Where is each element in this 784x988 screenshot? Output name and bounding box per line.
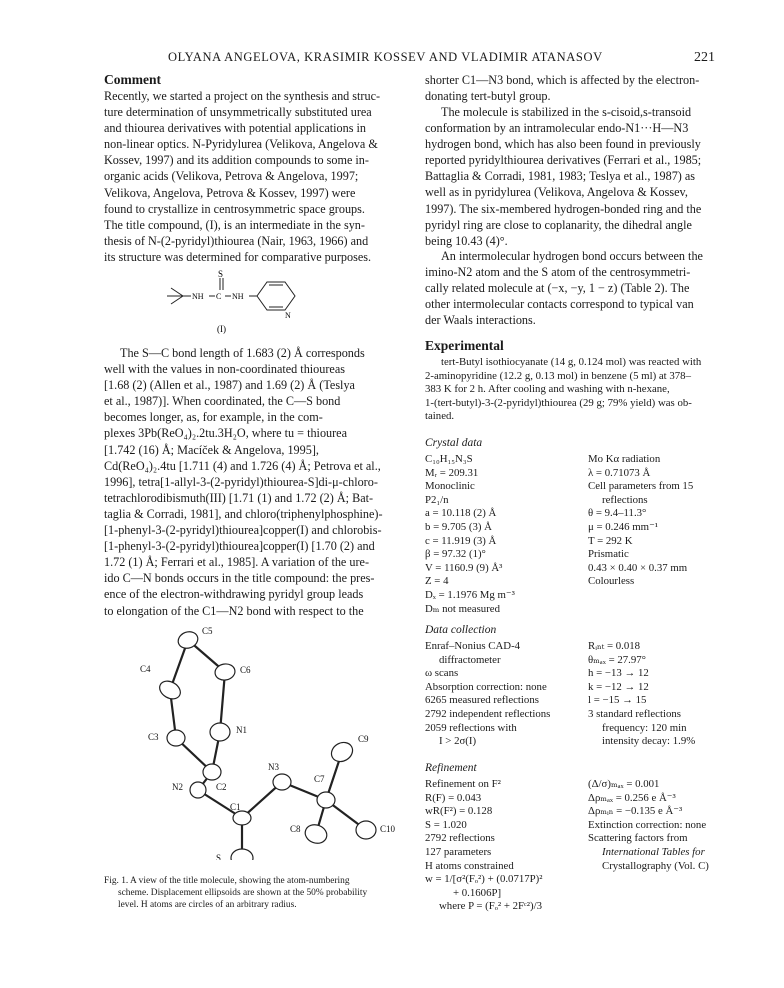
text-line: Battaglia & Corradi, 1981, 1983; Teslya et al., 1987) as bbox=[425, 169, 696, 184]
data-line: β = 97.32 (1)° bbox=[425, 548, 486, 561]
data-line: w = 1/[σ²(Fₒ²) + (0.0717P)² bbox=[425, 873, 543, 886]
data-line: ω scans bbox=[425, 667, 459, 680]
data-line: wR(F²) = 0.128 bbox=[425, 805, 493, 818]
text-line: der Waals interactions. bbox=[425, 313, 536, 328]
data-line: + 0.1606P] bbox=[453, 886, 502, 899]
data-line: k = −12 → 12 bbox=[588, 680, 649, 693]
data-line: Refinement on F² bbox=[425, 778, 501, 790]
text-line: becomes longer, as, for example, in the com- bbox=[104, 410, 323, 425]
text-line: The molecule is stabilized in the s-cisoid,s-transoid bbox=[441, 105, 692, 119]
crystal-data-heading: Crystal data bbox=[425, 437, 483, 449]
data-line: Crystallography (Vol. C) bbox=[602, 859, 709, 872]
text-line: [1-phenyl-3-(2-pyridyl)thiourea]copper(I) and chlorobis- bbox=[104, 523, 382, 538]
data-line: Scattering factors from bbox=[588, 832, 688, 845]
data-collection-left bbox=[425, 640, 585, 749]
text-line: non-linear optics. N-Pyridylurea (Velikova, Angelova & bbox=[104, 137, 378, 152]
data-line: Absorption correction: none bbox=[425, 680, 547, 693]
data-line: Δρₘᵢₙ = −0.135 e Å⁻³ bbox=[588, 805, 683, 818]
scheme-nh-right: NH bbox=[232, 292, 244, 301]
text-line: [1.742 (16) Å; Macíček & Angelova, 1995], bbox=[104, 442, 319, 457]
figure-caption bbox=[104, 875, 406, 911]
data-line: θ = 9.4–11.3° bbox=[588, 507, 647, 520]
text-line: [1.68 (2) (Allen et al., 1987) and 1.69 (2) Å (Teslya bbox=[104, 378, 355, 393]
atom-label: C9 bbox=[358, 734, 369, 744]
data-line: λ = 0.71073 Å bbox=[588, 466, 651, 479]
data-line: diffractometer bbox=[439, 653, 501, 666]
data-line: Dₘ not measured bbox=[425, 602, 500, 615]
scheme-label: (I) bbox=[217, 324, 226, 334]
text-line: 383 K for 2 h. After cooling and washing with n-hexane, bbox=[425, 383, 670, 396]
data-line: c = 11.919 (3) Å bbox=[425, 534, 497, 547]
comment-heading: Comment bbox=[104, 72, 161, 87]
text-line: Recently, we started a project on the synthesis and struc- bbox=[104, 89, 381, 103]
text-line: organic acids (Velikova, Petrova & Angelova, 1997; bbox=[104, 169, 359, 184]
text-line: pyridyl ring are close to coplanarity, the dihedral angle bbox=[425, 217, 692, 232]
text-line: et al., 1987)]. When coordinated, the C—S bond bbox=[104, 394, 341, 409]
running-title: OLYANA ANGELOVA, KRASIMIR KOSSEV AND VLADIMIR ATANASOV bbox=[168, 50, 603, 64]
right-para-1 bbox=[425, 72, 725, 104]
data-line: Colourless bbox=[588, 575, 635, 588]
text-line: [1-phenyl-3-(2-pyridyl)thiourea]copper(I) [1.70 (2) and bbox=[104, 539, 375, 554]
data-line: l = −15 → 15 bbox=[588, 694, 647, 707]
text-line: Kossev, 1997) and its addition compounds to some in- bbox=[104, 153, 369, 168]
text-line: tetrachlorodibismuth(III) [1.71 (1) and 1.72 (2) Å; Bat- bbox=[104, 490, 374, 505]
data-collection-right bbox=[588, 640, 728, 749]
data-line: 3 standard reflections bbox=[588, 707, 681, 720]
data-line: 2059 reflections with bbox=[425, 721, 517, 734]
atom-label: C2 bbox=[216, 782, 227, 792]
data-line: where P = (Fₒ² + 2Fᶜ²)/3 bbox=[439, 900, 542, 913]
experimental-heading: Experimental bbox=[425, 338, 504, 353]
text-line: ture determination of unsymmetrically substituted urea bbox=[104, 105, 372, 120]
data-line: intensity decay: 1.9% bbox=[602, 735, 696, 748]
atom-label: C7 bbox=[314, 774, 325, 784]
atom-label: C6 bbox=[240, 665, 251, 675]
data-line: 6265 measured reflections bbox=[425, 694, 539, 707]
text-line: cally related molecule at (−x, −y, 1 − z) (Table 2). The bbox=[425, 281, 690, 296]
text-line: taglia & Corradi, 1981], and chloro(triphenylphosphine)- bbox=[104, 506, 383, 521]
text-line: shorter C1—N3 bond, which is affected by the electron- bbox=[425, 73, 700, 87]
data-line: Extinction correction: none bbox=[588, 818, 707, 831]
text-line: imino-N2 atom and the S atom of the centrosymmetri- bbox=[425, 265, 691, 280]
atom-label: C4 bbox=[140, 664, 151, 674]
text-line: donating tert-butyl group. bbox=[425, 89, 551, 104]
right-para-2 bbox=[425, 104, 725, 249]
experimental-text bbox=[425, 356, 725, 424]
scheme-nh-left: NH bbox=[192, 292, 204, 301]
data-line: reflections bbox=[602, 493, 648, 506]
data-line: a = 10.118 (2) Å bbox=[425, 507, 497, 520]
data-line: I > 2σ(I) bbox=[439, 735, 477, 748]
data-line: 127 parameters bbox=[425, 845, 492, 858]
text-line: conformation by an intramolecular endo-N1···H—N3 bbox=[425, 121, 689, 136]
text-line: found to crystallize in centrosymmetric space groups. bbox=[104, 201, 365, 216]
text-line: hydrogen bond, which has also been found in previously bbox=[425, 137, 701, 152]
data-line: Dₓ = 1.1976 Mg m⁻³ bbox=[425, 588, 515, 601]
data-line: frequency: 120 min bbox=[602, 721, 687, 734]
chemical-scheme bbox=[165, 268, 345, 338]
data-line: P2₁/n bbox=[425, 493, 449, 506]
data-line: b = 9.705 (3) Å bbox=[425, 520, 492, 533]
right-para-3 bbox=[425, 248, 725, 328]
data-collection-heading: Data collection bbox=[425, 624, 497, 636]
data-line: V = 1160.9 (9) Å³ bbox=[425, 561, 503, 574]
atom-label: C1 bbox=[230, 802, 241, 812]
refinement-right bbox=[588, 778, 728, 873]
atom-label: C10 bbox=[380, 824, 396, 834]
data-line: Δρₘₐₓ = 0.256 e Å⁻³ bbox=[588, 791, 676, 804]
data-line: Cell parameters from 15 bbox=[588, 480, 694, 493]
data-line: 0.43 × 0.40 × 0.37 mm bbox=[588, 561, 688, 574]
text-line: The S—C bond length of 1.683 (2) Å corresponds bbox=[120, 346, 365, 360]
crystal-data-right bbox=[588, 453, 728, 589]
page-number: 221 bbox=[694, 50, 715, 65]
text-line: well as in pyridylurea (Velikova, Angelova & Kossev, bbox=[425, 185, 688, 200]
refinement-heading: Refinement bbox=[425, 762, 477, 774]
data-line: R(F) = 0.043 bbox=[425, 791, 482, 804]
data-line: Mᵣ = 209.31 bbox=[425, 466, 479, 479]
text-line: Velikova, Angelova, Petrova & Kossev, 1997) were bbox=[104, 185, 356, 200]
data-line: C₁₀H₁₅N₃S bbox=[425, 453, 473, 465]
text-line: 1.72 (1) Å; Ferrari et al., 1985]. A variation of the ure- bbox=[104, 555, 369, 570]
atom-label: C5 bbox=[202, 626, 213, 636]
scheme-s: S bbox=[218, 269, 224, 279]
text-line: well with the values in non-coordinated thioureas bbox=[104, 362, 345, 377]
text-line: 2-aminopyridine (12.2 g, 0.13 mol) in benzene (5 ml) at 378– bbox=[425, 369, 691, 382]
caption-line: level. H atoms are circles of an arbitrary radius. bbox=[118, 900, 297, 911]
text-line: to elongation of the C1—N2 bond with respect to the bbox=[104, 603, 364, 618]
scheme-n: N bbox=[285, 311, 291, 320]
caption-line: scheme. Displacement ellipsoids are shown at the 50% probability bbox=[118, 888, 368, 899]
text-line: An intermolecular hydrogen bond occurs between the bbox=[441, 249, 703, 263]
text-line: other intermolecular contacts correspond to typical van bbox=[425, 297, 694, 312]
text-line: its structure was determined for comparative purposes. bbox=[104, 249, 372, 264]
text-line: ence of the electron-withdrawing pyridyl group leads bbox=[104, 587, 364, 602]
data-line: Mo Kα radiation bbox=[588, 453, 661, 465]
atom-label: S bbox=[216, 853, 222, 860]
text-line: The title compound, (I), is an intermediate in the syn- bbox=[104, 217, 365, 232]
text-line: thesis of N-(2-pyridyl)thiourea (Nair, 1963, 1966) and bbox=[104, 233, 369, 248]
bond-length-paragraph bbox=[104, 345, 406, 619]
caption-line: Fig. 1. A view of the title molecule, showing the atom-numbering bbox=[104, 876, 350, 886]
text-line: 1-(tert-butyl)-3-(2-pyridyl)thiourea (29 g; 79% yield) was ob- bbox=[425, 396, 692, 409]
data-line: Monoclinic bbox=[425, 480, 475, 493]
atom-label: N2 bbox=[172, 782, 183, 792]
atom-label: C3 bbox=[148, 732, 159, 742]
text-line: ido C—N bonds occurs in the title compound: the pres- bbox=[104, 571, 375, 586]
data-line: 2792 reflections bbox=[425, 832, 495, 845]
data-line: S = 1.020 bbox=[425, 818, 467, 831]
data-line: Z = 4 bbox=[425, 575, 449, 588]
scheme-c: C bbox=[216, 292, 222, 301]
text-line: tained. bbox=[425, 410, 455, 423]
data-line: (Δ/σ)ₘₐₓ = 0.001 bbox=[588, 778, 660, 790]
molecule-figure bbox=[130, 620, 410, 860]
data-line: T = 292 K bbox=[588, 534, 633, 547]
text-line: reported pyridylthiourea derivatives (Ferrari et al., 1985; bbox=[425, 153, 702, 168]
atom-label: N1 bbox=[236, 725, 247, 735]
data-line: 2792 independent reflections bbox=[425, 707, 551, 720]
data-line: Prismatic bbox=[588, 548, 629, 561]
data-line: Enraf–Nonius CAD-4 bbox=[425, 640, 521, 652]
data-line: International Tables for bbox=[602, 845, 705, 858]
refinement-left bbox=[425, 778, 585, 914]
data-line: μ = 0.246 mm⁻¹ bbox=[588, 520, 659, 533]
comment-paragraph bbox=[104, 88, 406, 265]
data-line: h = −13 → 12 bbox=[588, 667, 649, 680]
data-line: H atoms constrained bbox=[425, 859, 514, 872]
atom-label: C8 bbox=[290, 824, 301, 834]
text-line: 1997). The six-membered hydrogen-bonded ring and the bbox=[425, 201, 702, 216]
atom-label: N3 bbox=[268, 762, 279, 772]
text-line: and thiourea derivatives with potential applications in bbox=[104, 121, 366, 136]
text-line: Cd(ReO₄)₂.4tu [1.711 (4) and 1.726 (4) Å; Petrova et al., bbox=[104, 458, 381, 473]
text-line: plexes 3Pb(ReO₄)₂.2tu.3H₂O, where tu = thiourea bbox=[104, 426, 348, 441]
data-line: θₘₐₓ = 27.97° bbox=[588, 653, 646, 666]
data-line: Rᵢₙₜ = 0.018 bbox=[588, 640, 641, 652]
text-line: tert-Butyl isothiocyanate (14 g, 0.124 mol) was reacted with bbox=[441, 356, 702, 368]
text-line: being 10.43 (4)°. bbox=[425, 233, 508, 248]
text-line: 1996], tetra[1-allyl-3-(2-pyridyl)thiourea-S]di-μ-chloro- bbox=[104, 474, 378, 489]
crystal-data-left bbox=[425, 453, 585, 616]
